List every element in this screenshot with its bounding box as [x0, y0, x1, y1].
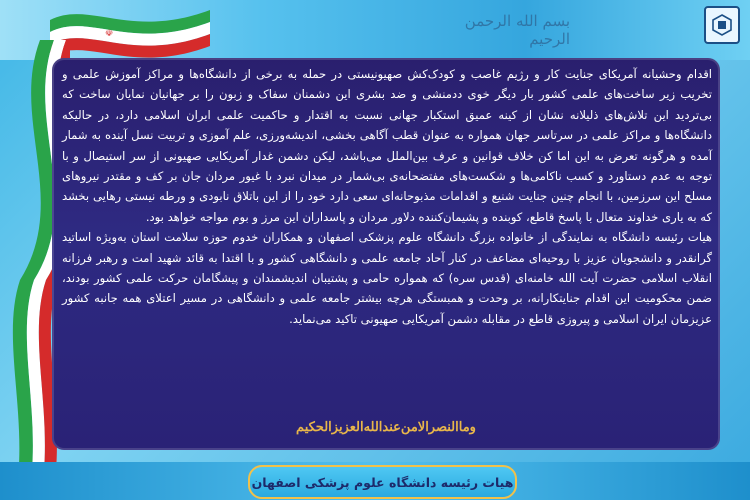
university-logo-icon	[704, 6, 740, 44]
statement-text	[62, 64, 712, 329]
statement-paragraph-2: هیات رئیسه دانشگاه به نمایندگی از خانواده بزرگ دانشگاه علوم پزشکی اصفهان و همکاران خدوم حوزه سلامت استان به‌ویژه اساتید گرانقدر و دانشجویان عزیز با روحیه‌ای مضاعف در کنار آحاد جامعه علمی و دانشگاهی کشور و با اقتدا به قائد شهید امت و رهبر فرزانه انقلاب اسلامی حضرت آیت الله خامنه‌ای (قدس سره) که همواره حامی و پشتیبان اندیشمندان و پیشگامان حرکت علمی کشور بودند، ضمن محکومیت این اقدام جنایتکارانه، بر وحدت و همبستگی هرچه بیشتر جامعه علمی و دانشگاهی در مسیر اعتلای همه جانبه کشور عزیزمان ایران اسلامی و پیروزی قاطع در مقابله دشمن آمریکایی صهیونی تاکید می‌نماید.	[62, 230, 712, 326]
statement-paragraph-1: اقدام وحشیانه آمریکای جنایت کار و رژیم غاصب و کودک‌کش صهیونیستی در حمله به برخی از دانشگاه‌ها و مراکز آموزش علمی و تخریب زیر ساخت‌های علمی کشور بار دیگر خوی ددمنشی و ضد بشری این دشمنان سفاک و زبون را بر جهانیان نمایان ساخت که بی‌تردید این تلاش‌های ذلیلانه نشان از کینه عمیق استکبار جهانی نسبت به اقتدار و حاکمیت علمی ایران اسلامی دارد، در حالیکه دانشگاه‌ها و مراکز علمی در سرتاسر جهان همواره به عنوان قطب آگاهی بخشی، اندیشه‌ورزی، علم آموزی و تربیت نسل آینده به شمار آمده و هرگونه تعرض به این اما کن خلاف قوانین و عرف بین‌الملل می‌باشد، لیکن دشمن غدار آمریکایی صهیونی از سر استیصال و با توجه به عدم دستاورد و کسب ناکامی‌ها و شکست‌های مفتضحانه‌ی بی‌شمار در میدان نبرد با غیور مردان جان بر کف و مقتدر نیروهای مسلح این سرزمین، با انجام چنین جنایت شنیع و اقدامات مذبوحانه‌ای سعی دارد خود را از این باتلاق نابودی و ورطه نیستی رهایی بخشد که به یاری خداوند متعال با پاسخ قاطع، کوبنده و پشیمان‌کننده دلاور مردان و پاسداران این مرز و بوم مواجه خواهد بود.	[62, 67, 712, 224]
basmala-calligraphy: بسم الله الرحمن الرحیم	[464, 12, 570, 48]
closing-verse: وماالنصرالامن‌عندالله‌العزیزالحکیم	[296, 420, 476, 435]
signature-badge: هیات رئیسه دانشگاه علوم پزشکی اصفهان	[248, 465, 517, 499]
svg-text:☫: ☫	[105, 29, 114, 39]
iran-flag-icon	[50, 0, 210, 60]
